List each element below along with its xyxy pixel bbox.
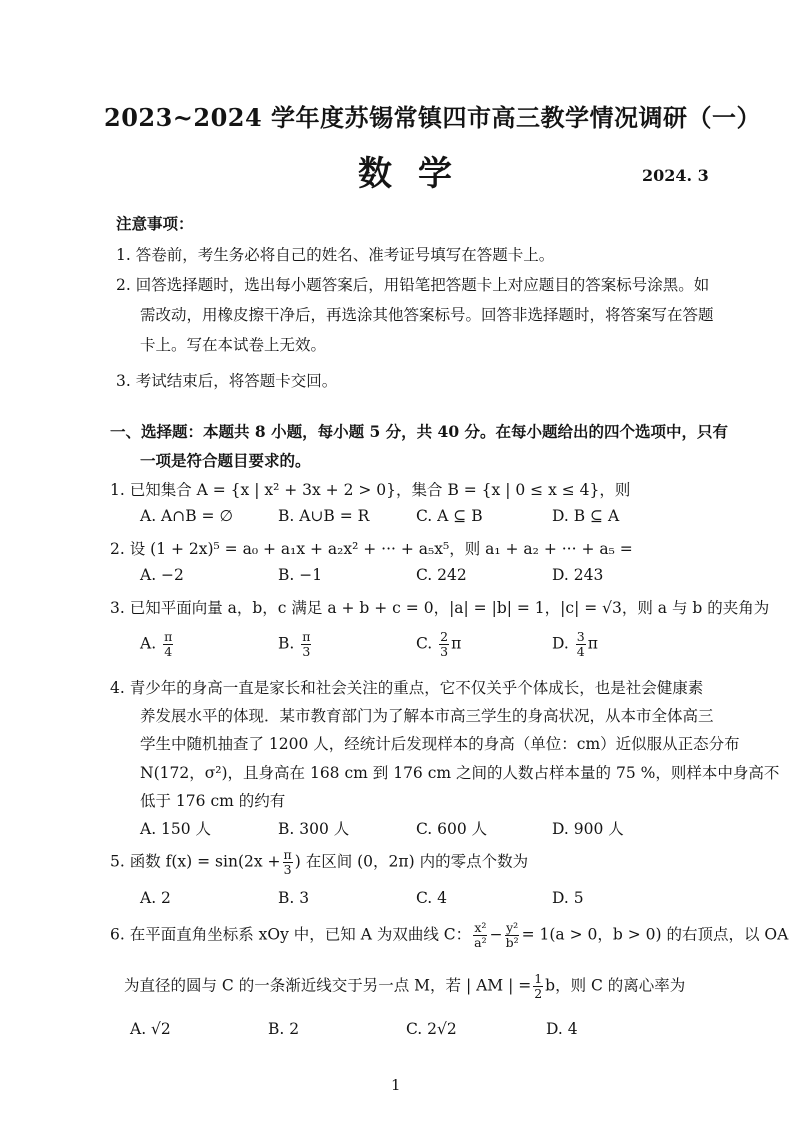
question-3-option-c: [416, 630, 461, 659]
question-2-option-d: D. 243: [552, 566, 604, 584]
notice-item-2-cont2: 卡上。写在本试卷上无效。: [140, 336, 327, 354]
fraction-numerator: π: [283, 847, 292, 862]
exam-title: 2023~2024 学年度苏锡常镇四市高三教学情况调研（一）: [104, 103, 762, 132]
question-1-option-c: C. A ⊆ B: [416, 507, 483, 525]
fraction-denominator: 3: [302, 644, 311, 659]
pi-symbol: π: [587, 634, 598, 653]
fraction-numerator: π: [164, 629, 173, 644]
question-6-line-1: [110, 921, 788, 950]
question-2-option-b: B. −1: [278, 566, 323, 584]
option-letter: C.: [416, 634, 433, 653]
question-3-option-a: [140, 630, 175, 659]
fraction: [439, 630, 449, 659]
fraction: [533, 972, 543, 1001]
question-3-option-d: [552, 630, 598, 659]
question-5-option-c: C. 4: [416, 889, 448, 907]
question-1-option-d: D. B ⊆ A: [552, 507, 620, 525]
fraction-numerator: 1: [534, 971, 543, 986]
fraction: [283, 848, 293, 877]
question-1-option-a: A. A∩B = ∅: [140, 507, 233, 525]
question-4-option-c: C. 600 人: [416, 820, 488, 838]
option-letter: B.: [278, 634, 295, 653]
question-6-option-b: B. 2: [268, 1020, 300, 1038]
fraction: [301, 630, 311, 659]
question-6-line-2: [124, 972, 685, 1001]
notice-item-2-cont: 需改动，用橡皮擦干净后，再选涂其他答案标号。回答非选择题时，将答案写在答题: [140, 306, 714, 324]
fraction-denominator: 3: [283, 862, 292, 877]
page-number: 1: [391, 1076, 401, 1094]
question-4-option-a: A. 150 人: [140, 820, 212, 838]
question-4-line-1: 4. 青少年的身高一直是家长和社会关注的重点，它不仅关乎个体成长，也是社会健康素: [110, 679, 704, 697]
subject-title: 数学: [358, 154, 478, 194]
fraction-numerator: 2: [440, 629, 449, 644]
fraction-denominator: 2: [534, 986, 543, 1001]
question-5-option-d: D. 5: [552, 889, 584, 907]
notice-item-2: 2. 回答选择题时，选出每小题答案后，用铅笔把答题卡上对应题目的答案标号涂黑。如: [116, 276, 710, 294]
fraction-numerator: π: [302, 629, 311, 644]
stem-text: ) 在区间 (0，2π) 内的零点个数为: [294, 852, 529, 871]
fraction: [163, 630, 173, 659]
stem-text: 5. 函数 f(x) = sin(2x +: [110, 852, 281, 871]
question-2-stem: 2. 设 (1 + 2x)⁵ = a₀ + a₁x + a₂x² + ··· + a₅x⁵，则 a₁ + a₂ + ··· + a₅ =: [110, 540, 633, 558]
question-3-stem: 3. 已知平面向量 a，b，c 满足 a + b + c = 0，|a| = |b| = 1，|c| = √3，则 a 与 b 的夹角为: [110, 599, 770, 617]
question-3-option-b: [278, 630, 313, 659]
fraction-denominator: b²: [505, 935, 519, 950]
question-6-option-a: A. √2: [130, 1020, 171, 1038]
fraction-numerator: y²: [506, 920, 519, 935]
pi-symbol: π: [451, 634, 462, 653]
stem-text: b，则 C 的离心率为: [545, 976, 686, 995]
question-6-option-c: C. 2√2: [406, 1020, 457, 1038]
question-5-stem: [110, 848, 528, 877]
fraction: [576, 630, 586, 659]
fraction-denominator: 3: [440, 644, 449, 659]
notice-item-3: 3. 考试结束后，将答题卡交回。: [116, 372, 338, 390]
option-letter: A.: [140, 634, 157, 653]
option-letter: D.: [552, 634, 569, 653]
fraction: [473, 921, 487, 950]
fraction-denominator: 4: [164, 644, 173, 659]
question-4-line-5: 低于 176 cm 的约有: [140, 792, 286, 810]
stem-text: 为直径的圆与 C 的一条渐近线交于另一点 M，若 | AM | =: [124, 976, 532, 995]
fraction-denominator: a²: [474, 935, 487, 950]
question-5-option-b: B. 3: [278, 889, 310, 907]
exam-date: 2024. 3: [642, 166, 709, 185]
section-heading-cont: 一项是符合题目要求的。: [140, 451, 311, 470]
question-6-option-d: D. 4: [546, 1020, 578, 1038]
question-4-line-2: 养发展水平的体现．某市教育部门为了解本市高三学生的身高状况，从本市全体高三: [140, 707, 714, 725]
stem-text: = 1(a > 0，b > 0) 的右顶点，以 OA: [521, 925, 789, 944]
stem-text: 6. 在平面直角坐标系 xOy 中，已知 A 为双曲线 C：: [110, 925, 472, 944]
notice-heading: 注意事项：: [116, 214, 194, 233]
question-5-option-a: A. 2: [140, 889, 171, 907]
question-4-line-3: 学生中随机抽查了 1200 人，经统计后发现样本的身高（单位：cm）近似服从正态分布: [140, 735, 740, 753]
minus-sign: −: [489, 925, 503, 944]
question-4-option-b: B. 300 人: [278, 820, 350, 838]
question-2-option-c: C. 242: [416, 566, 467, 584]
notice-item-1: 1. 答卷前，考生务必将自己的姓名、准考证号填写在答题卡上。: [116, 246, 555, 264]
question-4-line-4: N(172，σ²)，且身高在 168 cm 到 176 cm 之间的人数占样本量的 75 %，则样本中身高不: [140, 764, 780, 782]
fraction-denominator: 4: [576, 644, 585, 659]
fraction: [505, 921, 520, 950]
fraction-numerator: x²: [474, 920, 487, 935]
fraction-numerator: 3: [576, 629, 585, 644]
section-heading: 一、选择题：本题共 8 小题，每小题 5 分，共 40 分。在每小题给出的四个选项中，只有: [110, 422, 729, 441]
question-1-option-b: B. A∪B = R: [278, 507, 370, 525]
question-1-stem: 1. 已知集合 A = {x | x² + 3x + 2 > 0}，集合 B = {x | 0 ≤ x ≤ 4}，则: [110, 481, 631, 499]
question-2-option-a: A. −2: [140, 566, 184, 584]
question-4-option-d: D. 900 人: [552, 820, 624, 838]
